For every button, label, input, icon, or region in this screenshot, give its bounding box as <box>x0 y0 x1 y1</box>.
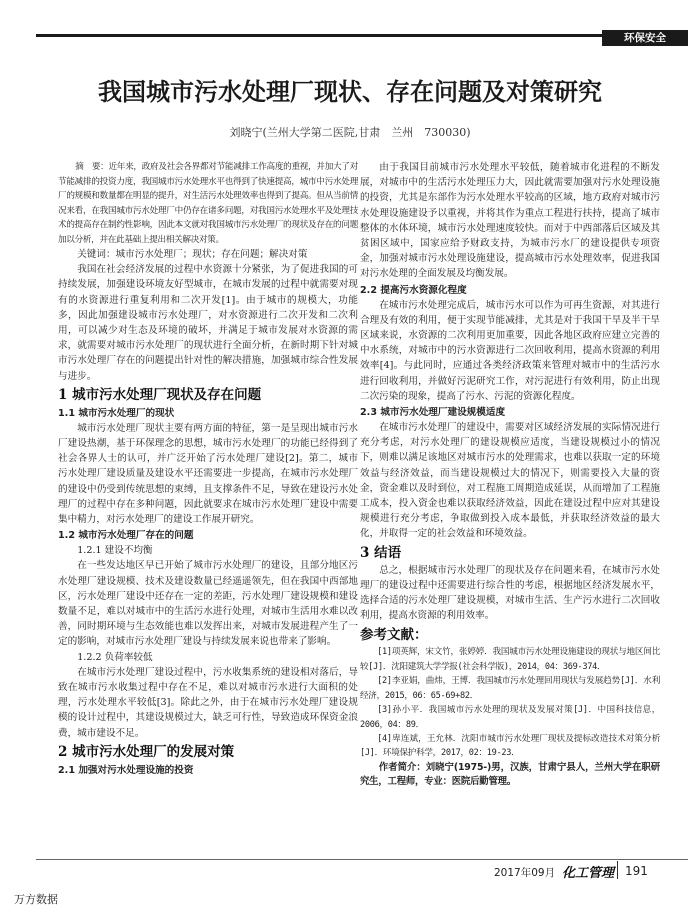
section-1-2-1-heading: 1.2.1 建设不均衡 <box>77 545 153 557</box>
references-list <box>360 645 660 789</box>
author-line: 刘晓宁(兰州大学第二医院,甘肃 兰州 730030) <box>229 126 471 139</box>
section-2-2-heading: 2.2 提高污水资源化程度 <box>360 284 467 296</box>
header-rule <box>36 34 688 37</box>
footer-separator <box>617 861 618 879</box>
left-column <box>58 160 358 778</box>
section-1-2-2-heading: 1.2.2 负荷率较低 <box>77 651 153 663</box>
section-3-heading: 3 结语 <box>360 544 402 561</box>
reference-item: [4]卑连斌，王允林．沈阳市城市污水处理厂现状及提标改造技术对策分析[J]．环境保护科学，2017，02：19-23． <box>360 733 660 759</box>
section-2-2-text: 在城市污水处理完成后，城市污水可以作为可再生资源，对其进行合理及有效的利用，便于实现节能减排，尤其是对于我国干旱及半干旱区域来说，水资源的二次利用更加重要，因此各地区政府应建立完善的中水系统，对城市中的污水资源进行二次回收利用，提高水资源的利用效率[4]。与此同时，应通过各类经济政策来管理对城市中的生活污水进行回收利用，并做好污泥研究工作，对污泥进行有效利用，防止出现二次污染的现象，提高了污水、污泥的资源化程度。 <box>360 299 660 402</box>
section-1-1-text: 城市污水处理厂现状主要有两方面的特征，第一是呈现出城市污水厂建设热潮，基于环保理念的思想，城市污水处理厂的功能已经得到了社会各界人士的认可，并广泛开始了污水处理厂建设[2]。第二，城市污水处理厂建设质量及建设水平还需要进一步提高，在城市污水处理厂的建设中仍受到传统思想的束缚，且支撑条件不足，导致在建设污水处理厂的过程中存在多种问题，因此就要求在城市污水处理厂建设中需要集中精力，对污水处理厂的建设工作展开研究。 <box>58 422 358 525</box>
page-number: 191 <box>625 864 648 878</box>
keywords: 关键词：城市污水处理厂；现状；存在问题；解决对策 <box>77 248 308 260</box>
section-2-heading: 2 城市污水处理厂的发展对策 <box>58 743 235 760</box>
section-2-3-text: 在城市污水处理厂的建设中，需要对区域经济发展的实际情况进行充分考虑，对污水处理厂的建设规模应适度，当建设规模过小的情况下，则难以满足该地区对城市污水的处理需求，也难以获取一定的环境效益与经济效益，而当建设规模过大的情况下，则需要投入大量的资金，资金难以及时到位，对工程施工周期造成延误，从而增加了工程施工成本，投入资金也难以获取经济效益，因此在建设过程中应对其建设规模进行充分考虑，争取做到投入成本最低，并获取经济效益的最大化，并取得一定的社会效益和环境效益。 <box>360 422 660 540</box>
right-column <box>360 160 660 790</box>
section-2-1-heading: 2.1 加强对污水处理设施的投资 <box>58 764 194 776</box>
section-1-heading: 1 城市污水处理厂现状及存在问题 <box>58 386 262 403</box>
source-watermark: 万方数据 <box>14 893 58 906</box>
footer-rule <box>36 859 688 860</box>
journal-name: 化工管理 <box>562 866 615 881</box>
abstract-block <box>58 160 358 262</box>
section-2-3-heading: 2.3 城市污水处理厂建设规模适度 <box>360 407 506 419</box>
section-1-1-heading: 1.1 城市污水处理厂的现状 <box>58 407 175 419</box>
abstract-text: 摘 要：近年来，政府及社会各界都对节能减排工作高度的重视，并加大了对节能减排的投资力度，我国城市污水处理水平也得到了快速提高，城市中污水处理厂的规模和数量都在明显的提升，对生活污水处理效率也得到了提高。但从当前情况来看，在我国城市污水处理厂中仍存在诸多问题，对我国污水处理水平及处理技术的提高存在制约性影响，因此本文就对我国城市污水处理厂的现状及存在的问题加以分析，并在此基础上提出相关解决对策。 <box>58 162 358 245</box>
article-title: 我国城市污水处理厂现状、存在问题及对策研究 <box>98 78 602 106</box>
reference-item: [2]李亚娟，曲炜，王博．我国城市污水处理回用现状与发展趋势[J]．水利经济，2015，06：65-69+82． <box>360 676 660 701</box>
section-1-2-2-text: 在城市污水处理厂建设过程中，污水收集系统的建设相对落后，导致在城市污水收集过程中存在不足，难以对城市污水进行大面积的处理，污水处理水平较低[3]。除此之外，由于在城市污水处理厂建设规模的设计过程中，其建设规模过大，缺乏可行性，导致造成环保资金浪费，城市建设不足。 <box>58 666 358 739</box>
section-2-1-text: 由于我国目前城市污水处理水平较低，随着城市化进程的不断发展，对城市中的生活污水处理压力大，因此就需要加强对污水处理设施的投资，尤其是东部作为污水处理水平较高的区域，地方政府对城市污水处理设施建设予以重视，并将其作为重点工程进行扶持，提高了城市整体的水体环境，城市污水处理速度较快。而对于中西部落后区域及其贫困区域中，国家应给予财政支持，为城市污水厂的建设提供专项资金，加强对城市污水处理设施建设，提高城市污水处理效率，促进我国对污水处理的全面发展及均衡发展。 <box>360 162 660 280</box>
issue-date: 2017年09月 <box>494 867 556 879</box>
section-1-2-heading: 1.2 城市污水处理厂存在的问题 <box>58 530 194 542</box>
author-bio: 作者简介：刘晓宁(1975-)男，汉族，甘肃宁县人，兰州大学在职研究生，工程师，专业：医院后勤管理。 <box>360 761 660 788</box>
intro-paragraph: 我国在社会经济发展的过程中水资源十分紧张，为了促进我国的可持续发展，加强建设环境友好型城市，在城市发展的过程中就需要对现有的水资源进行重复利用和二次开发[1]。由于城市的规模大，功能多，因此加强建设城市污水处理厂，对水资源进行二次开发和二次利用，可以减少对生态及环境的破坏，并满足于城市发展对水资源的需求，就需要对城市污水处理厂的现状进行全面分析，在新时期下针对城市污水处理厂存在的问题提出针对性的解决措施，加强城市综合性发展与进步。 <box>58 264 358 382</box>
references-heading: 参考文献： <box>360 627 428 644</box>
section-3-text: 总之，根据城市污水处理厂的现状及存在问题来看，在城市污水处理厂的建设过程中还需要进行综合性的考虑，根据地区经济发展水平，选择合适的污水处理厂建设规模，对城市生活、生产污水进行二次回收利用，提高水资源的利用效率。 <box>360 564 660 622</box>
section-tag: 环保安全 <box>602 30 688 46</box>
section-1-2-1-text: 在一些发达地区早已开始了城市污水处理厂的建设，且部分地区污水处理厂建设规模、技术及建设数量已经遥遥领先，但在我国中西部地区，污水处理厂建设中还存在一定的差距，污水处理厂建设规模和建设数量不足，难以对城市中的生活污水进行处理，对城市生活用水难以改善，同时期环境与生态效能也难以发挥出来，对城市发展进程产生了一定的影响，对城市污水处理厂建设与持续发展来说也带来了影响。 <box>58 560 358 648</box>
reference-item: [3]孙小平．我国城市污水处理的现状及发展对策[J]．中国科技信息，2006，04：89． <box>360 705 660 730</box>
reference-item: [1]项英辉，宋文竹，张婷婷．我国城市污水处理设施建设的现状与地区间比较[J]．沈阳建筑大学学报(社会科学版)，2014，04：369-374． <box>360 647 660 672</box>
